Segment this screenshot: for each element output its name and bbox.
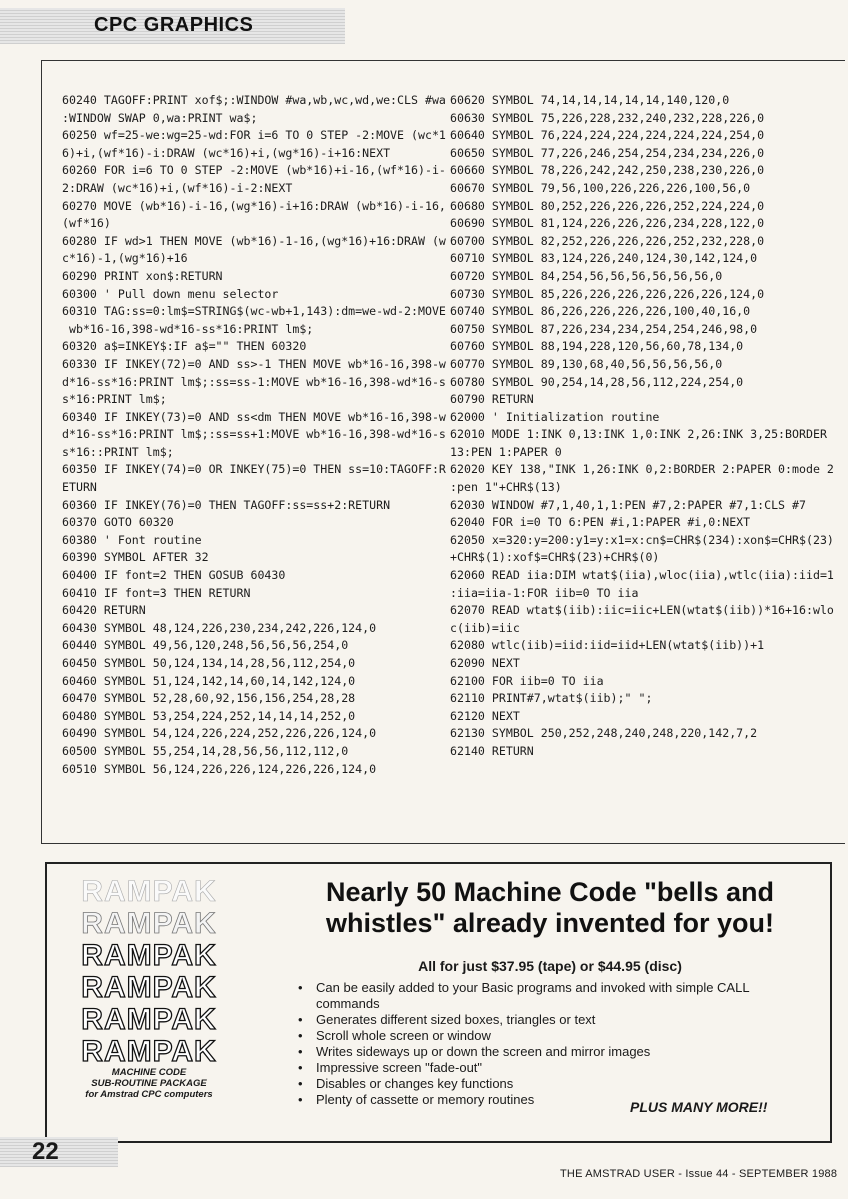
code-line: 60260 FOR i=6 TO 0 STEP -2:MOVE (wb*16)+i-16,(wf*16)-i- [62, 163, 446, 178]
code-line: 60310 TAG:ss=0:lm$=STRING$(wc-wb+1,143):dm=we-wd-2:MOVE [62, 304, 446, 319]
code-line: c*16)-1,(wg*16)+16 [62, 251, 188, 266]
code-line: 62100 FOR iib=0 TO iia [450, 673, 604, 688]
code-line: 60470 SYMBOL 52,28,60,92,156,156,254,28,28 [62, 691, 356, 706]
section-title: CPC GRAPHICS [94, 14, 254, 36]
code-line: (wf*16) [62, 216, 111, 231]
code-line: 13:PEN 1:PAPER 0 [450, 444, 562, 459]
bullet-icon: • [298, 1092, 303, 1107]
code-line: 60790 RETURN [450, 392, 534, 407]
code-line: :WINDOW SWAP 0,wa:PRINT wa$; [62, 110, 258, 125]
feature-text: Disables or changes key functions [316, 1076, 514, 1091]
listing-column-right [450, 92, 842, 761]
code-line: 60760 SYMBOL 88,194,228,120,56,60,78,134,0 [450, 339, 744, 354]
rampak-logo-word: RAMPAK [81, 1003, 217, 1036]
bullet-icon: • [298, 1012, 303, 1027]
code-line: 60360 IF INKEY(76)=0 THEN TAGOFF:ss=ss+2:RETURN [62, 497, 391, 512]
code-line: 60780 SYMBOL 90,254,14,28,56,112,224,254,0 [450, 374, 744, 389]
feature-list [298, 980, 798, 1108]
code-line: 62090 NEXT [450, 656, 520, 670]
code-line: 60410 IF font=3 THEN RETURN [62, 585, 251, 600]
code-line: s*16::PRINT lm$; [62, 444, 174, 459]
code-line: 62140 RETURN [450, 743, 534, 758]
code-line: 60740 SYMBOL 86,226,226,226,226,100,40,16,0 [450, 304, 751, 319]
code-line: 60340 IF INKEY(73)=0 AND ss<dm THEN MOVE wb*16-16,398-w [62, 409, 446, 424]
code-line: 60350 IF INKEY(74)=0 OR INKEY(75)=0 THEN ss=10:TAGOFF:R [62, 462, 446, 477]
code-line: 62040 FOR i=0 TO 6:PEN #i,1:PAPER #i,0:NEXT [450, 515, 751, 530]
code-line: 60240 TAGOFF:PRINT xof$;:WINDOW #wa,wb,wc,wd,we:CLS #wa [62, 93, 446, 107]
code-line: 60320 a$=INKEY$:IF a$="" THEN 60320 [62, 339, 307, 354]
code-line: 62000 ' Initialization routine [450, 409, 660, 424]
feature-text: Plenty of cassette or memory routines [316, 1092, 535, 1107]
bullet-icon: • [298, 1076, 303, 1091]
code-line: 60460 SYMBOL 51,124,142,14,60,14,142,124,0 [62, 673, 356, 688]
code-line: 62050 x=320:y=200:y1=y:x1=x:cn$=CHR$(234):xon$=CHR$(23) [450, 532, 834, 547]
code-line: 60710 SYMBOL 83,124,226,240,124,30,142,124,0 [450, 251, 758, 266]
logo-subtitle-line: SUB-ROUTINE PACKAGE [91, 1078, 207, 1089]
feature-item [298, 1044, 798, 1060]
code-line: 60510 SYMBOL 56,124,226,226,124,226,226,124,0 [62, 761, 377, 776]
code-line: 60380 ' Font routine [62, 532, 202, 547]
logo-subtitle-line: for Amstrad CPC computers [85, 1089, 213, 1100]
feature-item [298, 1028, 798, 1044]
code-line: :pen 1"+CHR$(13) [450, 480, 562, 495]
code-line: 60420 RETURN [62, 603, 146, 618]
code-line: 6)+i,(wf*16)-i:DRAW (wc*16)+i,(wg*16)-i+16:NEXT [62, 145, 391, 160]
code-line: :iia=iia-1:FOR iib=0 TO iia [450, 585, 639, 600]
code-line: s*16:PRINT lm$; [62, 392, 167, 407]
code-line: 60370 GOTO 60320 [62, 515, 174, 530]
code-line: 60730 SYMBOL 85,226,226,226,226,226,226,124,0 [450, 286, 765, 301]
code-line: 62020 KEY 138,"INK 1,26:INK 0,2:BORDER 2:PAPER 0:mode 2 [450, 462, 834, 477]
code-line: 62070 READ wtat$(iib):iic=iic+LEN(wtat$(iib))*16+16:wlo [450, 603, 834, 618]
code-line: 60330 IF INKEY(72)=0 AND ss>-1 THEN MOVE wb*16-16,398-w [62, 356, 446, 371]
code-line: +CHR$(1):xof$=CHR$(23)+CHR$(0) [450, 550, 660, 565]
code-line: 60250 wf=25-we:wg=25-wd:FOR i=6 TO 0 STEP -2:MOVE (wc*1 [62, 128, 446, 143]
code-line: 60440 SYMBOL 49,56,120,248,56,56,56,254,0 [62, 638, 349, 653]
code-line: 60630 SYMBOL 75,226,228,232,240,232,228,226,0 [450, 110, 765, 125]
code-line: 62080 wtlc(iib)=iid:iid=iid+LEN(wtat$(iib))+1 [450, 638, 765, 653]
rampak-logo-word: RAMPAK [81, 971, 217, 1004]
feature-item [298, 1012, 798, 1028]
feature-text: Scroll whole screen or window [316, 1028, 491, 1043]
code-line: 62010 MODE 1:INK 0,13:INK 1,0:INK 2,26:INK 3,25:BORDER [450, 427, 827, 442]
code-line: 60490 SYMBOL 54,124,226,224,252,226,226,124,0 [62, 726, 377, 741]
bullet-icon: • [298, 1044, 303, 1059]
rampak-logo-word: RAMPAK [81, 1035, 217, 1068]
code-line: 60480 SYMBOL 53,254,224,252,14,14,14,252,0 [62, 708, 356, 723]
page-number: 22 [32, 1138, 59, 1165]
code-line: 60640 SYMBOL 76,224,224,224,224,224,224,254,0 [450, 128, 765, 143]
rampak-logo-word: RAMPAK [81, 939, 217, 972]
code-line: 60620 SYMBOL 74,14,14,14,14,14,140,120,0 [450, 93, 730, 107]
listing-column-left [62, 92, 462, 778]
code-line: 62060 READ iia:DIM wtat$(iia),wloc(iia),wtlc(iia):iid=1 [450, 568, 834, 583]
footer-credit: THE AMSTRAD USER - Issue 44 - SEPTEMBER 1988 [560, 1168, 838, 1180]
code-line: d*16-ss*16:PRINT lm$;:ss=ss+1:MOVE wb*16-16,398-wd*16-s [62, 427, 446, 442]
code-line: 60430 SYMBOL 48,124,226,230,234,242,226,124,0 [62, 620, 377, 635]
feature-text: Generates different sized boxes, triangles or text [316, 1012, 596, 1027]
footer-band [0, 1137, 118, 1167]
code-line: 60450 SYMBOL 50,124,134,14,28,56,112,254,0 [62, 656, 356, 670]
ad-headline: Nearly 50 Machine Code "bells and whistles" already invented for you! [326, 877, 774, 938]
feature-item [298, 1060, 798, 1076]
code-line: 60280 IF wd>1 THEN MOVE (wb*16)-1-16,(wg*16)+16:DRAW (w [62, 233, 446, 248]
bullet-icon: • [298, 1060, 303, 1075]
feature-item [298, 980, 798, 1012]
logo-subtitle-line: MACHINE CODE [111, 1067, 187, 1078]
feature-item [298, 1076, 798, 1092]
ad-more-text: PLUS MANY MORE!! [630, 1099, 768, 1115]
code-line: 62120 NEXT [450, 708, 520, 723]
code-line: 60390 SYMBOL AFTER 32 [62, 550, 209, 565]
code-line: ETURN [62, 480, 97, 495]
code-line: 62110 PRINT#7,wtat$(iib);" "; [450, 691, 653, 706]
code-line: 60300 ' Pull down menu selector [62, 286, 279, 301]
code-line: 62130 SYMBOL 250,252,248,240,248,220,142,7,2 [450, 726, 758, 741]
code-line: 60680 SYMBOL 80,252,226,226,226,252,224,224,0 [450, 198, 765, 213]
rampak-logo-word: RAMPAK [81, 907, 217, 940]
code-line: 62030 WINDOW #7,1,40,1,1:PEN #7,2:PAPER #7,1:CLS #7 [450, 497, 806, 512]
bullet-icon: • [298, 1028, 303, 1043]
rampak-logo [63, 876, 235, 1068]
feature-text: Can be easily added to your Basic programs and invoked with simple CALL commands [316, 980, 750, 1011]
code-line: 60690 SYMBOL 81,124,226,226,226,234,228,122,0 [450, 216, 765, 231]
code-line: 60400 IF font=2 THEN GOSUB 60430 [62, 568, 286, 583]
code-line: 60650 SYMBOL 77,226,246,254,254,234,234,226,0 [450, 145, 765, 160]
logo-subtitle [62, 1067, 236, 1100]
code-line: 60670 SYMBOL 79,56,100,226,226,226,100,56,0 [450, 180, 751, 195]
ad-price: All for just $37.95 (tape) or $44.95 (disc) [418, 958, 682, 974]
code-line: 60720 SYMBOL 84,254,56,56,56,56,56,56,0 [450, 268, 723, 283]
code-line: d*16-ss*16:PRINT lm$;:ss=ss-1:MOVE wb*16-16,398-wd*16-s [62, 374, 446, 389]
code-line: 60290 PRINT xon$:RETURN [62, 268, 223, 283]
rampak-logo-word: RAMPAK [81, 875, 217, 908]
code-line: 60700 SYMBOL 82,252,226,226,226,252,232,228,0 [450, 233, 765, 248]
bullet-icon: • [298, 980, 303, 995]
code-line: 60500 SYMBOL 55,254,14,28,56,56,112,112,0 [62, 743, 349, 758]
code-line: 2:DRAW (wc*16)+i,(wf*16)-i-2:NEXT [62, 180, 293, 195]
feature-text: Writes sideways up or down the screen and mirror images [316, 1044, 651, 1059]
code-line: 60770 SYMBOL 89,130,68,40,56,56,56,56,0 [450, 356, 723, 371]
code-line: c(iib)=iic [450, 620, 520, 635]
code-line: 60270 MOVE (wb*16)-i-16,(wg*16)-i+16:DRAW (wb*16)-i-16, [62, 198, 446, 213]
feature-text: Impressive screen "fade-out" [316, 1060, 483, 1075]
code-line: 60660 SYMBOL 78,226,242,242,250,238,230,226,0 [450, 163, 765, 178]
code-line: 60750 SYMBOL 87,226,234,234,254,254,246,98,0 [450, 321, 758, 336]
code-line: wb*16-16,398-wd*16-ss*16:PRINT lm$; [62, 321, 314, 336]
